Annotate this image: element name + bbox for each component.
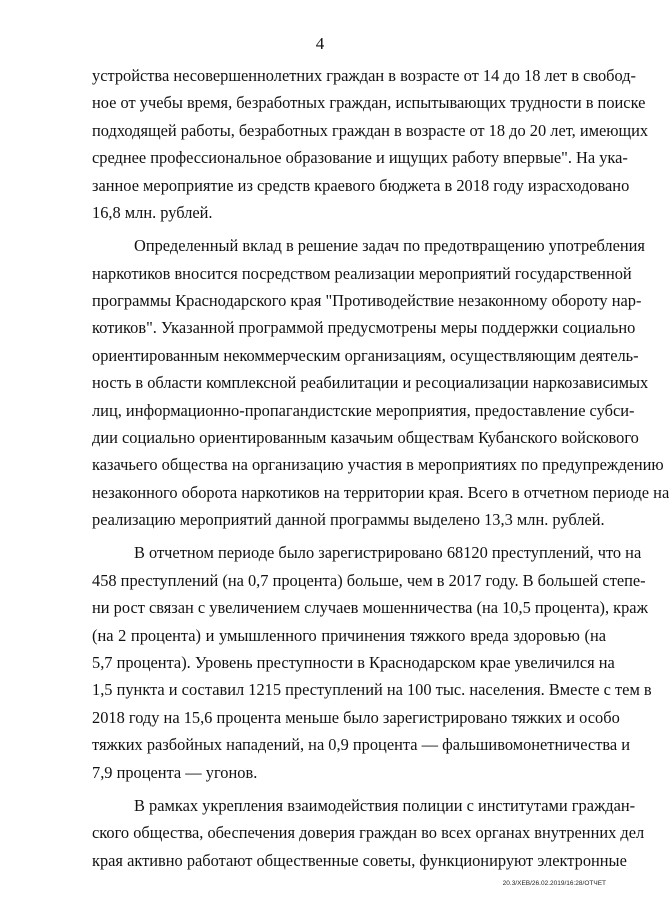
- text-line: 5,7 процента). Уровень преступности в Краснодарском крае увеличился на: [92, 653, 615, 673]
- text-line: 458 преступлений (на 0,7 процента) больше, чем в 2017 году. В большей степе-: [92, 570, 646, 590]
- text-line: лиц, информационно-пропагандистские мероприятия, предоставление субси-: [92, 400, 635, 420]
- text-line: ность в области комплексной реабилитации и ресоциализации наркозависимых: [92, 373, 649, 393]
- text-line: края активно работают общественные советы, функционируют электронные: [92, 850, 627, 870]
- document-footer-code: 20.3/ХЕВ/26.02.2019/16:28/ОТЧЕТ: [502, 880, 606, 887]
- text-line: незаконного оборота наркотиков на территории края. Всего в отчетном периоде на: [92, 482, 669, 502]
- text-line: устройства несовершеннолетних граждан в возрасте от 14 до 18 лет в свобод-: [92, 66, 637, 85]
- text-line: 2018 году на 15,6 процента меньше было зарегистрировано тяжких и особо: [92, 707, 620, 727]
- text-line: казачьего общества на организацию участия в мероприятиях по предупреждению: [92, 455, 664, 475]
- text-line: 1,5 пункта и составил 1215 преступлений на 100 тыс. населения. Вместе с тем в: [92, 680, 652, 700]
- page-number: 4: [315, 34, 325, 53]
- text-line: среднее профессиональное образование и ищущих работу впервые". На ука-: [92, 148, 628, 168]
- text-line: тяжких разбойных нападений, на 0,9 процента — фальшивомонетничества и: [92, 735, 631, 755]
- text-line: наркотиков вносится посредством реализации мероприятий государственной: [92, 263, 632, 283]
- text-line: (на 2 процента) и умышленного причинения тяжкого вреда здоровью (на: [92, 625, 606, 645]
- text-line: 16,8 млн. рублей.: [92, 203, 213, 222]
- text-line: В рамках укрепления взаимодействия полиции с институтами граждан-: [134, 795, 636, 815]
- text-line: подходящей работы, безработных граждан в возрасте от 18 до 20 лет, имеющих: [92, 120, 649, 140]
- text-line: ни рост связан с увеличением случаев мошенничества (на 10,5 процента), краж: [92, 598, 648, 618]
- text-line: занное мероприятие из средств краевого бюджета в 2018 году израсходовано: [92, 175, 630, 195]
- text-line: Определенный вклад в решение задач по предотвращению употребления: [134, 236, 645, 256]
- text-line: реализацию мероприятий данной программы выделено 13,3 млн. рублей.: [92, 510, 605, 530]
- text-line: программы Краснодарского края "Противодействие незаконному обороту нар-: [92, 291, 642, 310]
- text-line: ского общества, обеспечения доверия граждан во всех органах внутренних дел: [92, 823, 645, 843]
- text-line: дии социально ориентированным казачьим обществам Кубанского войскового: [92, 428, 639, 447]
- text-line: котиков". Указанной программой предусмотрены меры поддержки социально: [92, 318, 636, 338]
- text-line: ное от учебы время, безработных граждан, испытывающих трудности в поиске: [92, 93, 646, 113]
- text-line: ориентированным некоммерческим организациям, осуществляющим деятель-: [92, 345, 639, 365]
- text-line: В отчетном периоде было зарегистрировано 68120 преступлений, что на: [134, 543, 642, 563]
- text-line: 7,9 процента — угонов.: [92, 762, 258, 782]
